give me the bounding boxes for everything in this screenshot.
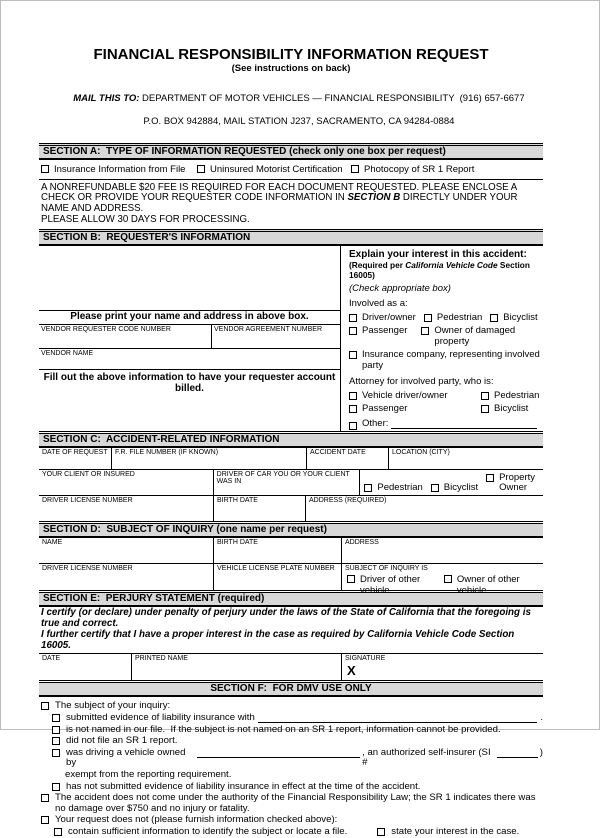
driver-of-car-field[interactable] xyxy=(214,470,361,495)
option-vehicle-driver-owner[interactable] xyxy=(349,391,481,402)
option-label: Driver/owner xyxy=(362,311,416,323)
f-item-subject-of-inquiry[interactable] xyxy=(41,701,543,712)
checkbox-owner-other-vehicle[interactable] xyxy=(444,575,452,583)
involved-row-1 xyxy=(349,313,540,324)
checkbox-f-insufficient-info[interactable] xyxy=(54,828,62,836)
option-label: Pedestrian xyxy=(377,482,423,494)
signature-row xyxy=(39,654,543,681)
option-label: Driver of other vehicle xyxy=(360,574,421,597)
f-item-self-insurer-cont xyxy=(65,770,543,781)
d-address-field[interactable] xyxy=(342,538,543,563)
d-driver-license-field[interactable] xyxy=(39,564,214,590)
f-item-label: exempt from the reporting requirement. xyxy=(65,768,232,780)
f-item-label: did not file an SR 1 report. xyxy=(66,735,178,747)
option-label: Uninsured Motorist Certification xyxy=(210,163,343,175)
accident-role-options xyxy=(360,470,543,495)
owner-blank-line[interactable] xyxy=(197,748,360,758)
date-of-request-label: DATE OF REQUEST xyxy=(42,449,108,457)
attorney-row-1 xyxy=(349,391,540,402)
option-c-bicyclist[interactable] xyxy=(431,483,478,493)
checkbox-c-property-owner[interactable] xyxy=(486,474,494,482)
checkbox-f-no-evidence[interactable] xyxy=(52,783,60,791)
location-city-field[interactable] xyxy=(389,448,543,469)
f-item-label: Your request does not (please furnish information checked above): xyxy=(55,814,338,826)
d-name-field[interactable] xyxy=(39,538,214,563)
checkbox-f-state-interest[interactable] xyxy=(377,828,385,836)
checkbox-f-submitted-evidence[interactable] xyxy=(52,714,60,722)
other-label: Other: xyxy=(362,417,389,429)
required-post: Section 16005) xyxy=(349,259,530,280)
e-date-field[interactable] xyxy=(39,654,132,680)
f-item-label: has not submitted evidence of liability insurance in effect at the time of the accident. xyxy=(66,780,421,792)
f-item-insufficient-info[interactable] xyxy=(54,827,347,838)
option-label: Pedestrian xyxy=(436,311,483,323)
option-label: Passenger xyxy=(362,403,408,415)
checkbox-other[interactable] xyxy=(349,422,357,430)
d-driver-license-label: DRIVER LICENSE NUMBER xyxy=(42,565,133,573)
subject-of-inquiry-options xyxy=(345,574,543,596)
name-address-box[interactable] xyxy=(39,246,340,310)
si-number-blank-line[interactable] xyxy=(497,748,538,758)
f-item-did-not-file[interactable] xyxy=(52,736,543,747)
c-address-field[interactable] xyxy=(306,496,543,521)
required-pre: (Required per xyxy=(349,259,406,270)
section-f-header: SECTION F: FOR DMV USE ONLY xyxy=(39,682,543,697)
location-city-label: LOCATION (CITY) xyxy=(392,449,450,457)
billed-note: Fill out the above information to have your requester account billed. xyxy=(43,371,336,394)
section-b-header: SECTION B: REQUESTER'S INFORMATION xyxy=(39,229,543,246)
vendor-name-label: VENDOR NAME xyxy=(41,349,94,357)
f-item-self-insurer[interactable] xyxy=(52,748,543,769)
option-pedestrian[interactable] xyxy=(424,313,482,324)
perjury-line-1: I certify (or declare) under penalty of perjury under the laws of the State of California that the foregoing is true and correct. xyxy=(41,607,531,629)
option-label: Passenger xyxy=(362,325,408,337)
d-birth-date-label: BIRTH DATE xyxy=(217,539,258,547)
option-label: Vehicle driver/owner xyxy=(362,389,448,401)
section-d-row-2 xyxy=(39,564,543,597)
f-item-label: The accident does not come under the authority of the Financial Responsibility Law; the SR 1 indicates there was no damage over $750 and no injury or fatality. xyxy=(55,792,539,814)
involved-row-2 xyxy=(349,326,540,347)
option-attorney-pedestrian[interactable] xyxy=(481,391,539,402)
e-printed-name-label: PRINTED NAME xyxy=(135,655,188,663)
print-note: Please print your name and address in above box. xyxy=(39,310,340,325)
option-label: Bicyclist xyxy=(494,403,529,415)
option-passenger[interactable] xyxy=(349,326,407,337)
f-item-label: contain sufficient information to identify the subject or locate a file. xyxy=(68,825,348,837)
checkbox-pedestrian[interactable] xyxy=(424,314,432,322)
option-label: Insurance Information from File xyxy=(54,163,186,175)
option-owner-damaged-property[interactable] xyxy=(421,326,540,347)
date-of-request-field[interactable] xyxy=(39,448,112,469)
form-content xyxy=(39,1,543,838)
c-birth-date-label: BIRTH DATE xyxy=(217,497,258,505)
dmv-use-only-list xyxy=(39,697,543,837)
f-item-period: . xyxy=(540,711,543,723)
option-driver-owner[interactable] xyxy=(349,313,416,324)
option-insurance-information[interactable] xyxy=(41,164,197,175)
checkbox-f-self-insurer[interactable] xyxy=(52,749,60,757)
vendor-agreement-field[interactable] xyxy=(212,325,340,348)
checkbox-c-bicyclist[interactable] xyxy=(431,484,439,492)
fr-file-number-label: F.R. FILE NUMBER (IF KNOWN) xyxy=(115,449,219,457)
explain-interest-title: Explain your interest in this accident: xyxy=(349,248,527,260)
required-note xyxy=(349,260,540,280)
form-title: FINANCIAL RESPONSIBILITY INFORMATION REQUEST xyxy=(93,46,489,63)
checkbox-attorney-passenger[interactable] xyxy=(349,405,357,413)
f-item-label: The subject of your inquiry: xyxy=(55,700,171,712)
involved-as-label: Involved as a: xyxy=(349,298,408,310)
subject-of-inquiry-cell xyxy=(342,564,543,597)
f-item-label: was driving a vehicle owned by xyxy=(66,746,189,769)
e-signature-field[interactable] xyxy=(342,654,543,680)
required-cvc: California Vehicle Code xyxy=(405,259,498,270)
option-attorney-bicyclist[interactable] xyxy=(481,404,528,415)
option-label: Property Owner xyxy=(499,472,535,494)
c-driver-license-label: DRIVER LICENSE NUMBER xyxy=(42,497,133,505)
mail-to-label: MAIL THIS TO: xyxy=(73,92,140,104)
section-d-header: SECTION D: SUBJECT OF INQUIRY (one name per request) xyxy=(39,523,543,538)
checkbox-c-pedestrian[interactable] xyxy=(364,484,372,492)
fee-notice-text: A NONREFUNDABLE $20 FEE IS REQUIRED FOR EACH DOCUMENT REQUESTED. PLEASE ENCLOSE A CHECK OR PROVIDE YOUR REQUESTER CODE INFORMATION IN xyxy=(41,181,520,204)
c-address-label: ADDRESS (REQUIRED) xyxy=(309,497,387,505)
checkbox-f-request-does-not[interactable] xyxy=(41,816,49,824)
other-row xyxy=(349,419,540,430)
checkbox-uninsured-motorist[interactable] xyxy=(197,165,205,173)
option-bicyclist[interactable] xyxy=(490,313,537,324)
client-or-insured-field[interactable] xyxy=(39,470,214,495)
d-plate-number-field[interactable] xyxy=(214,564,342,590)
vendor-agreement-label: VENDOR AGREEMENT NUMBER xyxy=(214,325,322,333)
checkbox-f-did-not-file[interactable] xyxy=(52,737,60,745)
vendor-number-row xyxy=(39,325,340,349)
perjury-line-2: I further certify that I have a proper interest in the case as required by California Vehicle Code Section 16005. xyxy=(41,628,515,651)
checkbox-driver-owner[interactable] xyxy=(349,314,357,322)
checkbox-insurance-company[interactable] xyxy=(349,351,357,359)
vendor-name-field[interactable] xyxy=(39,349,340,370)
d-birth-date-field[interactable] xyxy=(214,538,342,563)
checkbox-f-not-under-law[interactable] xyxy=(41,794,49,802)
f-item-request-sub-row xyxy=(54,827,543,838)
option-attorney-passenger[interactable] xyxy=(349,404,481,415)
option-uninsured-motorist[interactable] xyxy=(197,164,351,175)
f-item-request-does-not[interactable] xyxy=(41,815,543,826)
requester-left-panel xyxy=(39,246,341,432)
involved-row-3 xyxy=(349,350,540,371)
section-a-options xyxy=(39,160,543,180)
mail-to-line2: P.O. BOX 942884, MAIL STATION J237, SACRAMENTO, CA 94284-0884 xyxy=(143,115,455,127)
f-item-label: is not named in our file. If the subject is not named on an SR 1 report, information cannot be provided. xyxy=(66,723,501,735)
section-c-row-3 xyxy=(39,496,543,522)
checkbox-attorney-pedestrian[interactable] xyxy=(481,392,489,400)
f-item-label-mid: , an authorized self-insurer (SI # xyxy=(362,746,494,769)
checkbox-vehicle-driver-owner[interactable] xyxy=(349,392,357,400)
section-c-row-2 xyxy=(39,470,543,496)
attorney-label: Attorney for involved party, who is: xyxy=(349,376,494,388)
option-label: Insurance company, representing involved party xyxy=(362,349,540,371)
fee-notice-section-b: SECTION B xyxy=(347,192,401,204)
insurer-blank-line[interactable] xyxy=(258,713,538,723)
c-driver-license-field[interactable] xyxy=(39,496,214,521)
f-item-label: submitted evidence of liability insurance with xyxy=(66,711,255,723)
option-label: Owner of other vehicle xyxy=(456,574,520,597)
option-c-property-owner[interactable] xyxy=(486,473,535,493)
f-item-no-evidence[interactable] xyxy=(52,782,543,793)
option-photocopy-sr1[interactable] xyxy=(351,164,474,175)
accident-date-field[interactable] xyxy=(307,448,389,469)
section-c-row-1 xyxy=(39,448,543,470)
option-c-pedestrian[interactable] xyxy=(364,483,422,493)
option-owner-other-vehicle[interactable] xyxy=(444,574,536,596)
perjury-statement xyxy=(39,607,543,654)
option-driver-other-vehicle[interactable] xyxy=(347,574,437,596)
d-plate-number-label: VEHICLE LICENSE PLATE NUMBER xyxy=(217,565,335,573)
checkbox-bicyclist[interactable] xyxy=(490,314,498,322)
checkbox-passenger[interactable] xyxy=(349,327,357,335)
section-d-row-1 xyxy=(39,538,543,564)
section-a-header: SECTION A: TYPE OF INFORMATION REQUESTED (check only one box per request) xyxy=(39,143,543,160)
e-printed-name-field[interactable] xyxy=(132,654,342,680)
fee-notice-text2: DIRECTLY UNDER YOUR NAME AND ADDRESS. xyxy=(41,192,521,215)
option-label: Bicyclist xyxy=(443,482,479,494)
interest-panel xyxy=(341,246,543,432)
fee-notice xyxy=(39,180,543,229)
checkbox-attorney-bicyclist[interactable] xyxy=(481,405,489,413)
form-subtitle: (See instructions on back) xyxy=(231,63,351,74)
option-label: Bicyclist xyxy=(503,311,538,323)
f-item-state-interest[interactable] xyxy=(377,827,519,838)
f-item-paren: ) xyxy=(539,746,543,758)
section-b-body xyxy=(39,246,543,433)
mail-to-line1: DEPARTMENT OF MOTOR VEHICLES — FINANCIAL RESPONSIBILITY (916) 657-6677 xyxy=(139,92,525,104)
driver-of-car-label: DRIVER OF CAR YOU OR YOUR CLIENT WAS IN xyxy=(216,471,350,486)
vendor-requester-code-label: VENDOR REQUESTER CODE NUMBER xyxy=(41,325,171,333)
accident-date-label: ACCIDENT DATE xyxy=(310,449,366,457)
e-date-label: DATE xyxy=(42,655,61,663)
section-e-header: SECTION E: PERJURY STATEMENT (required) xyxy=(39,592,543,607)
e-signature-label: SIGNATURE xyxy=(345,655,386,663)
f-item-label: state your interest in the case. xyxy=(391,825,520,837)
option-label: Pedestrian xyxy=(494,389,540,401)
mail-to-block xyxy=(39,81,543,139)
signature-x-mark: X xyxy=(347,663,356,679)
section-c-header: SECTION C: ACCIDENT-RELATED INFORMATION xyxy=(39,433,543,448)
option-insurance-company[interactable] xyxy=(349,350,540,371)
f-item-not-under-law[interactable] xyxy=(41,793,543,814)
option-label: Owner of damaged property xyxy=(434,325,516,347)
fee-notice-line2: PLEASE ALLOW 30 DAYS FOR PROCESSING. xyxy=(41,213,250,225)
f-item-submitted-evidence[interactable] xyxy=(52,713,543,724)
checkbox-f-subject[interactable] xyxy=(41,702,49,710)
subject-of-inquiry-label: SUBJECT OF INQUIRY IS xyxy=(345,565,428,573)
option-label: Photocopy of SR 1 Report xyxy=(364,163,475,175)
checkbox-insurance-information[interactable] xyxy=(41,165,49,173)
c-birth-date-field[interactable] xyxy=(214,496,306,521)
client-or-insured-label: YOUR CLIENT OR INSURED xyxy=(42,471,135,479)
fr-file-number-field[interactable] xyxy=(112,448,307,469)
attorney-row-2 xyxy=(349,404,540,415)
check-box-note: (Check appropriate box) xyxy=(349,282,451,294)
d-name-label: NAME xyxy=(42,539,63,547)
checkbox-owner-damaged-property[interactable] xyxy=(421,327,429,335)
checkbox-driver-other-vehicle[interactable] xyxy=(347,575,355,583)
checkbox-photocopy-sr1[interactable] xyxy=(351,165,359,173)
d-address-label: ADDRESS xyxy=(345,539,379,547)
vendor-requester-code-field[interactable] xyxy=(39,325,212,348)
other-blank-line[interactable] xyxy=(391,419,537,429)
